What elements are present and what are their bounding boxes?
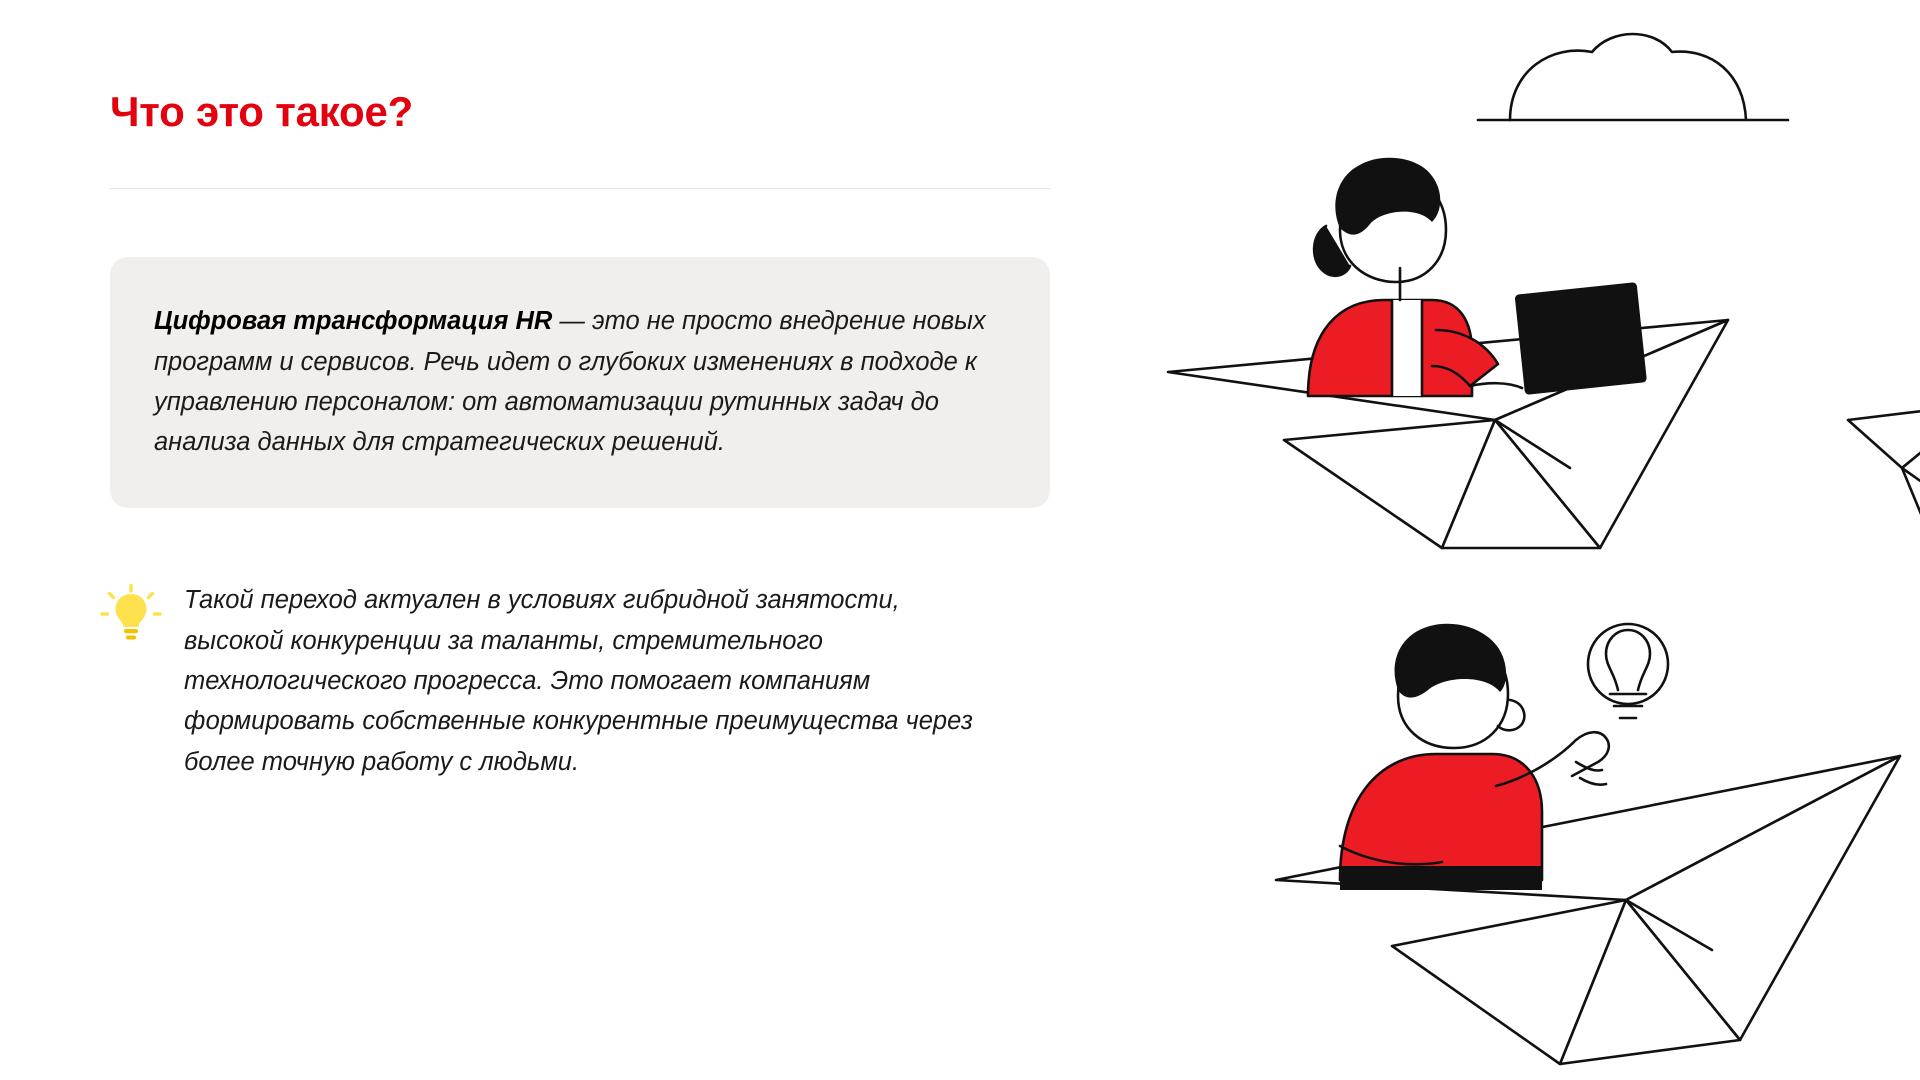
woman-with-laptop [1308,158,1646,396]
content-column [110,88,1050,782]
insight-note [110,580,1050,781]
callout-body-text: — это не просто внедрение новых программ и сервисов. Речь идет о глубоких изменениях в подходе к управлению персоналом: от автоматизации рутинных задач до анализа данных для стратегических решений. [154,307,986,457]
callout-lead-term: Цифровая трансформация HR [154,307,553,336]
paper-plane-bottom [1276,756,1900,1064]
page-title: Что это такое? [110,88,414,135]
insight-note-text: Такой переход актуален в условиях гибридной занятости, высокой конкуренции за таланты, стремительного технологического прогресса. Это помогает компаниям формировать собственные конкурентные преимущества через более точную работу с людьми. [184,586,973,776]
cloud-outline [1478,34,1788,120]
callout-paragraph [154,301,1006,462]
definition-callout [110,257,1050,508]
lightbulb-icon [100,584,162,646]
man-with-lightbulb [1340,624,1668,890]
title-divider [110,188,1050,189]
paper-plane-right-edge [1848,404,1920,560]
people-flying-on-paper-planes-illustration [1040,0,1920,1080]
paper-plane-top [1168,320,1728,548]
